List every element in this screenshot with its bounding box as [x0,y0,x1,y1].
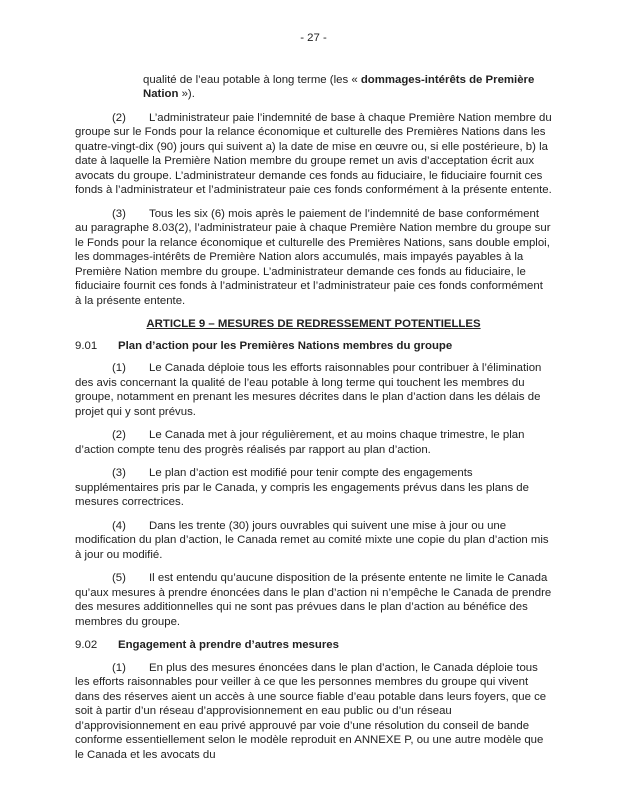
paragraph-text: Il est entendu qu’aucune disposition de la présente entente ne limite le Canada qu’aux mesures à prendre énoncées dans le plan d’action ni n’empêche le Canada de prendre des mesures additionnelles qui ne sont pas prévues dans le plan d’action au bénéfice des membres du groupe. [75,572,552,628]
paragraph-text: En plus des mesures énoncées dans le plan d’action, le Canada déploie tous les efforts raisonnables pour veiller à ce que les personnes membres du groupe qui vivent dans des réserves aient un accès à une source fiable d’eau potable dans leurs foyers, que ce soit à partir d’un réseau d’approvisionnement en eau public ou d’un réseau d’approvisionnement en eau privé approuvé par voie d’une résolution du conseil de bande conforme essentiellement selon le modèle reproduit en ANNEXE P, ou une autre modèle que le Canada et les avocats du [75,661,547,761]
paragraph-number: (4) [112,519,126,532]
paragraph-number: (5) [112,572,126,584]
paragraph-9-02-1 [75,661,552,763]
paragraph-8-03-3 [75,207,552,309]
paragraph-text: L’administrateur paie l’indemnité de base à chaque Première Nation membre du groupe sur le Fonds pour la relance économique et culturelle des Premières Nations dans les quatre-vingt-dix (90) jours qui suivent a) la date de mise en œuvre ou, si elle postérieure, b) la date à laquelle la Première Nation membre du groupe remet un avis d’acceptation écrit aux avocats du groupe. L’administrateur demande ces fonds au fiduciaire, le fiduciaire fournit ces fonds à l’administrateur et l’administrateur paie ces fonds conformément à la présente entente. [75,111,552,196]
paragraph-9-01-5 [75,571,552,629]
continuation-text-pre: qualité de l’eau potable à long terme (les « [143,73,361,86]
article-9-heading: ARTICLE 9 – MESURES DE REDRESSEMENT POTENTIELLES [146,318,481,330]
paragraph-number: (3) [112,467,126,479]
section-heading-9-02 [75,638,552,653]
defined-term-bold: dommages-intérêts de Première Nation [143,73,535,100]
paragraph-text: Dans les trente (30) jours ouvrables qui suivent une mise à jour ou une modification du plan d’action, le Canada remet au comité mixte une copie du plan d’action mis à jour ou modifié. [75,519,549,561]
paragraph-9-01-2 [75,428,552,457]
continuation-paragraph [143,73,552,102]
continuation-text-post: »). [178,88,195,100]
section-title: Plan d’action pour les Premières Nations membres du groupe [118,339,453,352]
paragraph-9-01-3 [75,466,552,510]
section-number: 9.02 [75,639,98,651]
section-title: Engagement à prendre d’autres mesures [118,639,339,651]
paragraph-9-01-1 [75,361,552,419]
paragraph-text: Le Canada met à jour régulièrement, et au moins chaque trimestre, le plan d’action compte tenu des progrès réalisés par rapport au plan d’action. [75,429,525,456]
paragraph-text: Le plan d’action est modifié pour tenir compte des engagements supplémentaires pris par le Canada, y compris les engagements prévus dans les plans de mesures correctrices. [75,467,529,508]
paragraph-number: (1) [112,362,126,374]
paragraph-text: Le Canada déploie tous les efforts raisonnables pour contribuer à l’élimination des avis concernant la qualité de l’eau potable à long terme qui touchent les membres du groupe, notamment en prenant les mesures décrites dans le plan d’action dans les délais de projet qui y sont prévus. [75,362,542,418]
paragraph-8-03-2 [75,111,552,198]
paragraph-number: (2) [112,111,126,124]
paragraph-number: (2) [112,429,126,441]
paragraph-number: (1) [112,661,126,674]
page-number: - 27 - [300,32,327,44]
paragraph-9-01-4 [75,519,552,563]
section-number: 9.01 [75,339,98,352]
paragraph-text: Tous les six (6) mois après le paiement de l’indemnité de base conformément au paragraphe 8.03(2), l’administrateur paie à chaque Première Nation membre du groupe sur le Fonds pour la relance économique et culturelle des Premières Nations, sans double emploi, les dommages-intérêts de Première Nation alors accumulés, mais impayés payables à la Première Nation membre du groupe. L’administrateur demande ces fonds au fiduciaire, le fiduciaire fournit ces fonds à l’administrateur et l’administrateur paie ces fonds conformément à la présente entente. [75,207,551,307]
section-heading-9-01 [75,339,552,354]
paragraph-number: (3) [112,207,126,220]
